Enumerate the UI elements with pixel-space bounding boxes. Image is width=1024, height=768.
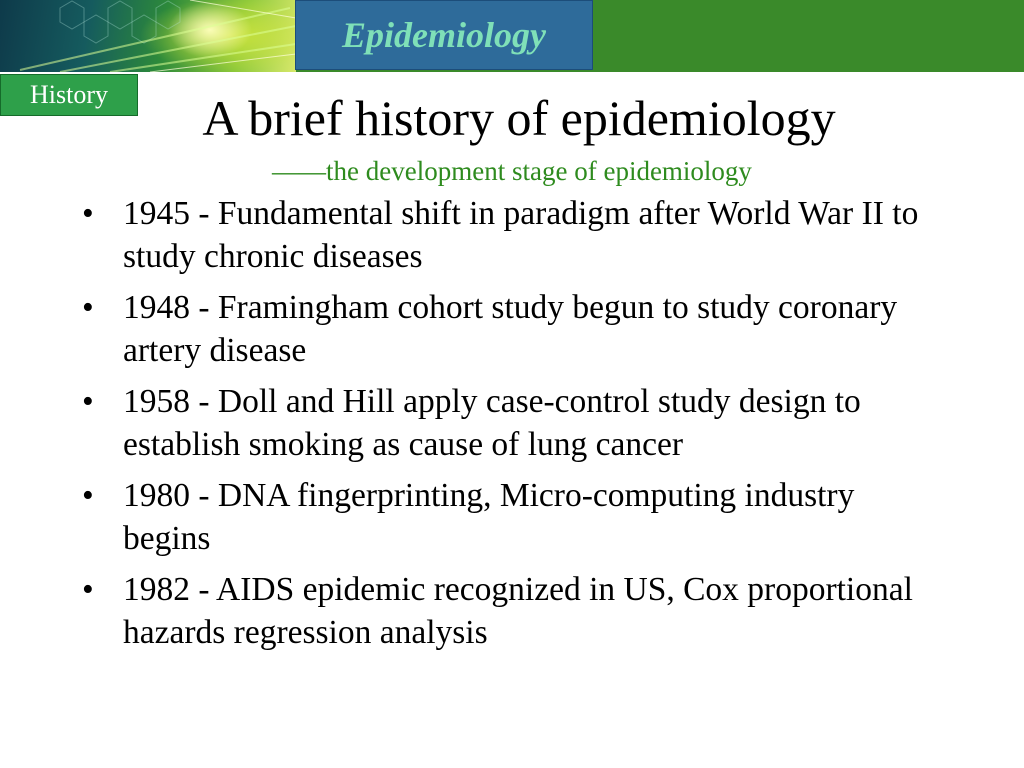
slide-heading: A brief history of epidemiology — [202, 90, 836, 146]
bullet-list — [82, 192, 942, 662]
list-item-text: 1945 - Fundamental shift in paradigm after World War II to study chronic diseases — [123, 195, 919, 275]
list-item-text: 1948 - Framingham cohort study begun to study coronary artery disease — [123, 289, 898, 369]
list-item — [82, 380, 942, 466]
list-item-text: 1980 - DNA fingerprinting, Micro-computing industry begins — [123, 477, 855, 557]
bullet-icon: • — [82, 195, 94, 232]
list-item — [82, 192, 942, 278]
list-item — [82, 568, 942, 654]
list-item — [82, 286, 942, 372]
bullet-icon: • — [82, 289, 94, 326]
presentation-title: Epidemiology — [342, 15, 546, 55]
list-item — [82, 474, 942, 560]
slide-subheading: ——the development stage of epidemiology — [272, 156, 752, 186]
section-tag-label: History — [30, 80, 108, 109]
list-item-text: 1958 - Doll and Hill apply case-control study design to establish smoking as cause of lung cancer — [123, 383, 861, 463]
bullet-icon: • — [82, 477, 94, 514]
header-decorative-image — [0, 0, 296, 72]
bullet-icon: • — [82, 571, 94, 608]
presentation-title-box — [295, 0, 593, 70]
header-banner — [0, 0, 1024, 72]
hexagon-pattern-icon — [0, 0, 296, 72]
bullet-icon: • — [82, 383, 94, 420]
list-item-text: 1982 - AIDS epidemic recognized in US, Cox proportional hazards regression analysis — [123, 571, 913, 651]
